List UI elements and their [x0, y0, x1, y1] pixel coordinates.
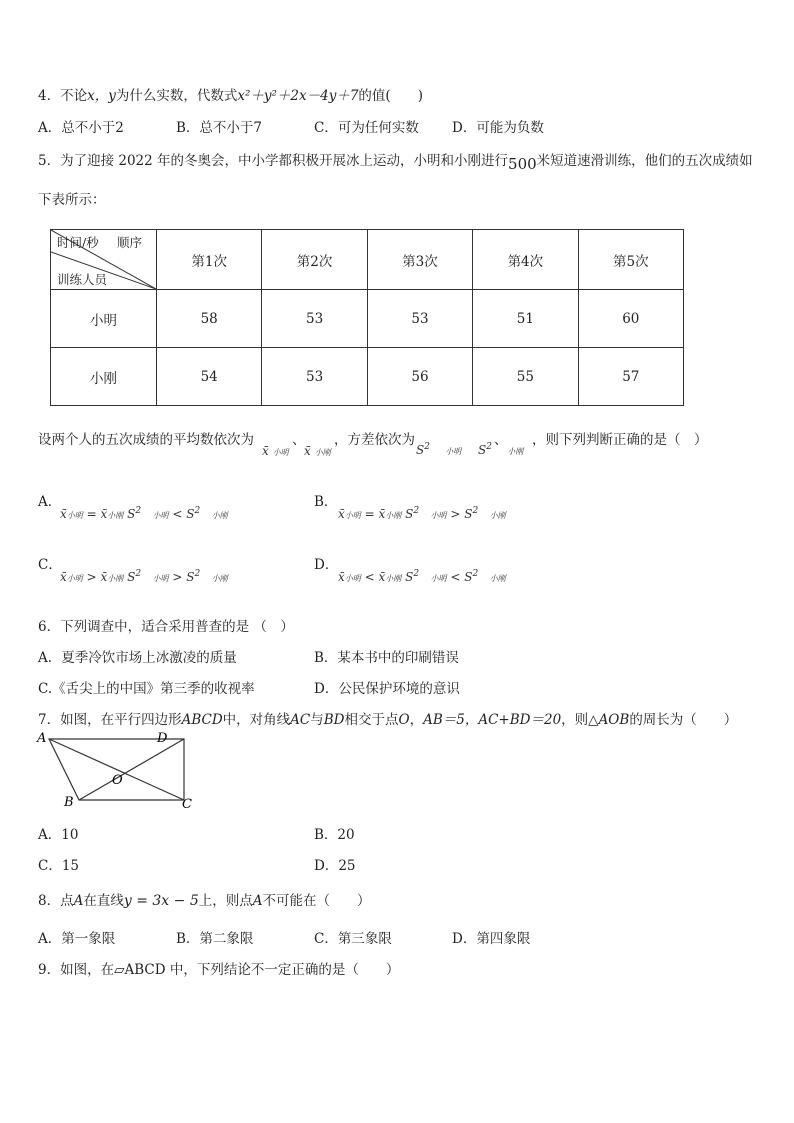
table-row	[51, 290, 684, 348]
q6-option-d: D．公民保护环境的意识	[314, 681, 460, 697]
table-cell: 58	[157, 290, 262, 348]
q4-vars: x，y	[87, 88, 116, 104]
header-order-label: 顺序	[117, 235, 143, 250]
q5-question-c: ，方差依次为	[334, 432, 415, 448]
table-cell: 57	[578, 348, 683, 406]
label-d: D	[157, 731, 168, 746]
column-header: 第1次	[157, 230, 262, 290]
table-diagonal-header	[51, 230, 157, 290]
q7-option-c: C．15	[38, 858, 80, 874]
q7-stem: 7．如图，在平行四边形ABCD中，对角线AC与BD相交于点O，AB＝5，AC+BD＝20，则△AOB的周长为（ ）	[38, 712, 738, 728]
label-a: A	[37, 731, 47, 746]
column-header: 第2次	[262, 230, 367, 290]
q6-stem: 6．下列调查中，适合采用普查的是 （ ）	[38, 619, 294, 635]
table-cell: 55	[473, 348, 578, 406]
q5-question-b: 、	[292, 432, 306, 448]
q5-option-a-label: A．	[38, 494, 62, 510]
q5-stem-1: 5．为了迎接 2022 年的冬奥会，中小学都积极开展冰上运动，小明和小刚进行	[38, 153, 509, 169]
q4-option-b: B．总不小于7	[176, 120, 263, 136]
q5-option-d-expr: x̄小明 < x̄小刚 $S^2$ 小明 < $S^2$ 小刚	[338, 569, 506, 584]
q4-stem	[38, 84, 423, 104]
diagonal-bd	[79, 739, 184, 800]
table-cell: 53	[262, 290, 367, 348]
column-header: 第3次	[367, 230, 472, 290]
q9-stem: 9．如图，在▱ABCD 中，下列结论不一定正确的是（ ）	[38, 962, 400, 978]
mean-gang-symbol: x̄ 小刚	[304, 444, 331, 458]
column-header: 第4次	[473, 230, 578, 290]
table-cell: 53	[262, 348, 367, 406]
q4-stem-b: 为什么实数，代数式	[115, 88, 238, 104]
scores-table	[50, 229, 684, 406]
q5-stem-2: 米短道速滑训练，他们的五次成绩如	[536, 153, 753, 169]
column-header: 第5次	[578, 230, 683, 290]
label-b: B	[64, 795, 74, 810]
q5-option-a-expr: x̄小明 = x̄小刚 $S^2$ 小明 < $S^2$ 小刚	[60, 506, 228, 521]
header-time-label: 时间/秒	[57, 235, 99, 250]
q5-question	[38, 428, 254, 448]
q5-option-c-label: C．	[38, 557, 62, 573]
q8-stem: 8．点A在直线y = 3x − 5上，则点A不可能在（ ）	[38, 893, 371, 909]
table-header-row	[51, 230, 684, 290]
table-cell: 60	[578, 290, 683, 348]
q6-option-c: C.《舌尖上的中国》第三季的收视率	[38, 681, 255, 697]
table-row	[51, 348, 684, 406]
var-gang-symbol: $S^2$ 小刚	[478, 442, 524, 457]
q6-option-b: B．某本书中的印刷错误	[314, 650, 459, 666]
label-c: C	[182, 797, 192, 812]
table-cell: 53	[367, 290, 472, 348]
q5-question-e: ，则下列判断正确的是（ ）	[532, 432, 708, 448]
q8-option-d: D．第四象限	[452, 931, 531, 947]
q4-expression: x²＋y²＋2x－4y＋7	[237, 88, 359, 104]
label-o: O	[112, 773, 123, 788]
q8-option-a: A．第一象限	[38, 931, 116, 947]
q5-option-d-label: D．	[314, 557, 339, 573]
q5-stem-line1	[38, 149, 753, 173]
row-name: 小明	[51, 290, 157, 348]
q4-stem-c: 的值( )	[358, 88, 423, 104]
q6-option-a: A．夏季冷饮市场上冰激凌的质量	[38, 650, 237, 666]
var-ming-symbol: $S^2$ 小明	[416, 442, 462, 457]
q4-option-a: A．总不小于2	[38, 120, 124, 136]
parallelogram-figure	[34, 730, 204, 812]
q4-stem-a: 4．不论	[38, 88, 88, 104]
q7-option-a: A．10	[38, 827, 79, 843]
q5-question-a: 设两个人的五次成绩的平均数依次为	[38, 432, 254, 448]
q5-option-b-expr: x̄小明 = x̄小刚 $S^2$ 小明 > $S^2$ 小刚	[338, 506, 506, 521]
q4-option-d: D．可能为负数	[452, 120, 544, 136]
table-cell: 51	[473, 290, 578, 348]
q4-option-c: C．可为任何实数	[314, 120, 419, 136]
q5-distance: 500	[508, 155, 537, 173]
q5-option-c-expr: x̄小明 > x̄小刚 $S^2$ 小明 > $S^2$ 小刚	[60, 569, 228, 584]
q7-option-d: D．25	[314, 858, 356, 874]
q5-stem-line2: 下表所示：	[38, 192, 106, 208]
q5-option-b-label: B．	[314, 494, 338, 510]
row-name: 小刚	[51, 348, 157, 406]
diagonal-ac	[49, 739, 184, 800]
mean-ming-symbol: x̄ 小明	[262, 444, 289, 458]
q7-option-b: B．20	[314, 827, 355, 843]
q8-option-c: C．第三象限	[314, 931, 392, 947]
q8-option-b: B．第二象限	[176, 931, 254, 947]
table-cell: 56	[367, 348, 472, 406]
table-cell: 54	[157, 348, 262, 406]
q5-question-d: 、	[494, 432, 508, 448]
header-person-label: 训练人员	[57, 272, 108, 287]
